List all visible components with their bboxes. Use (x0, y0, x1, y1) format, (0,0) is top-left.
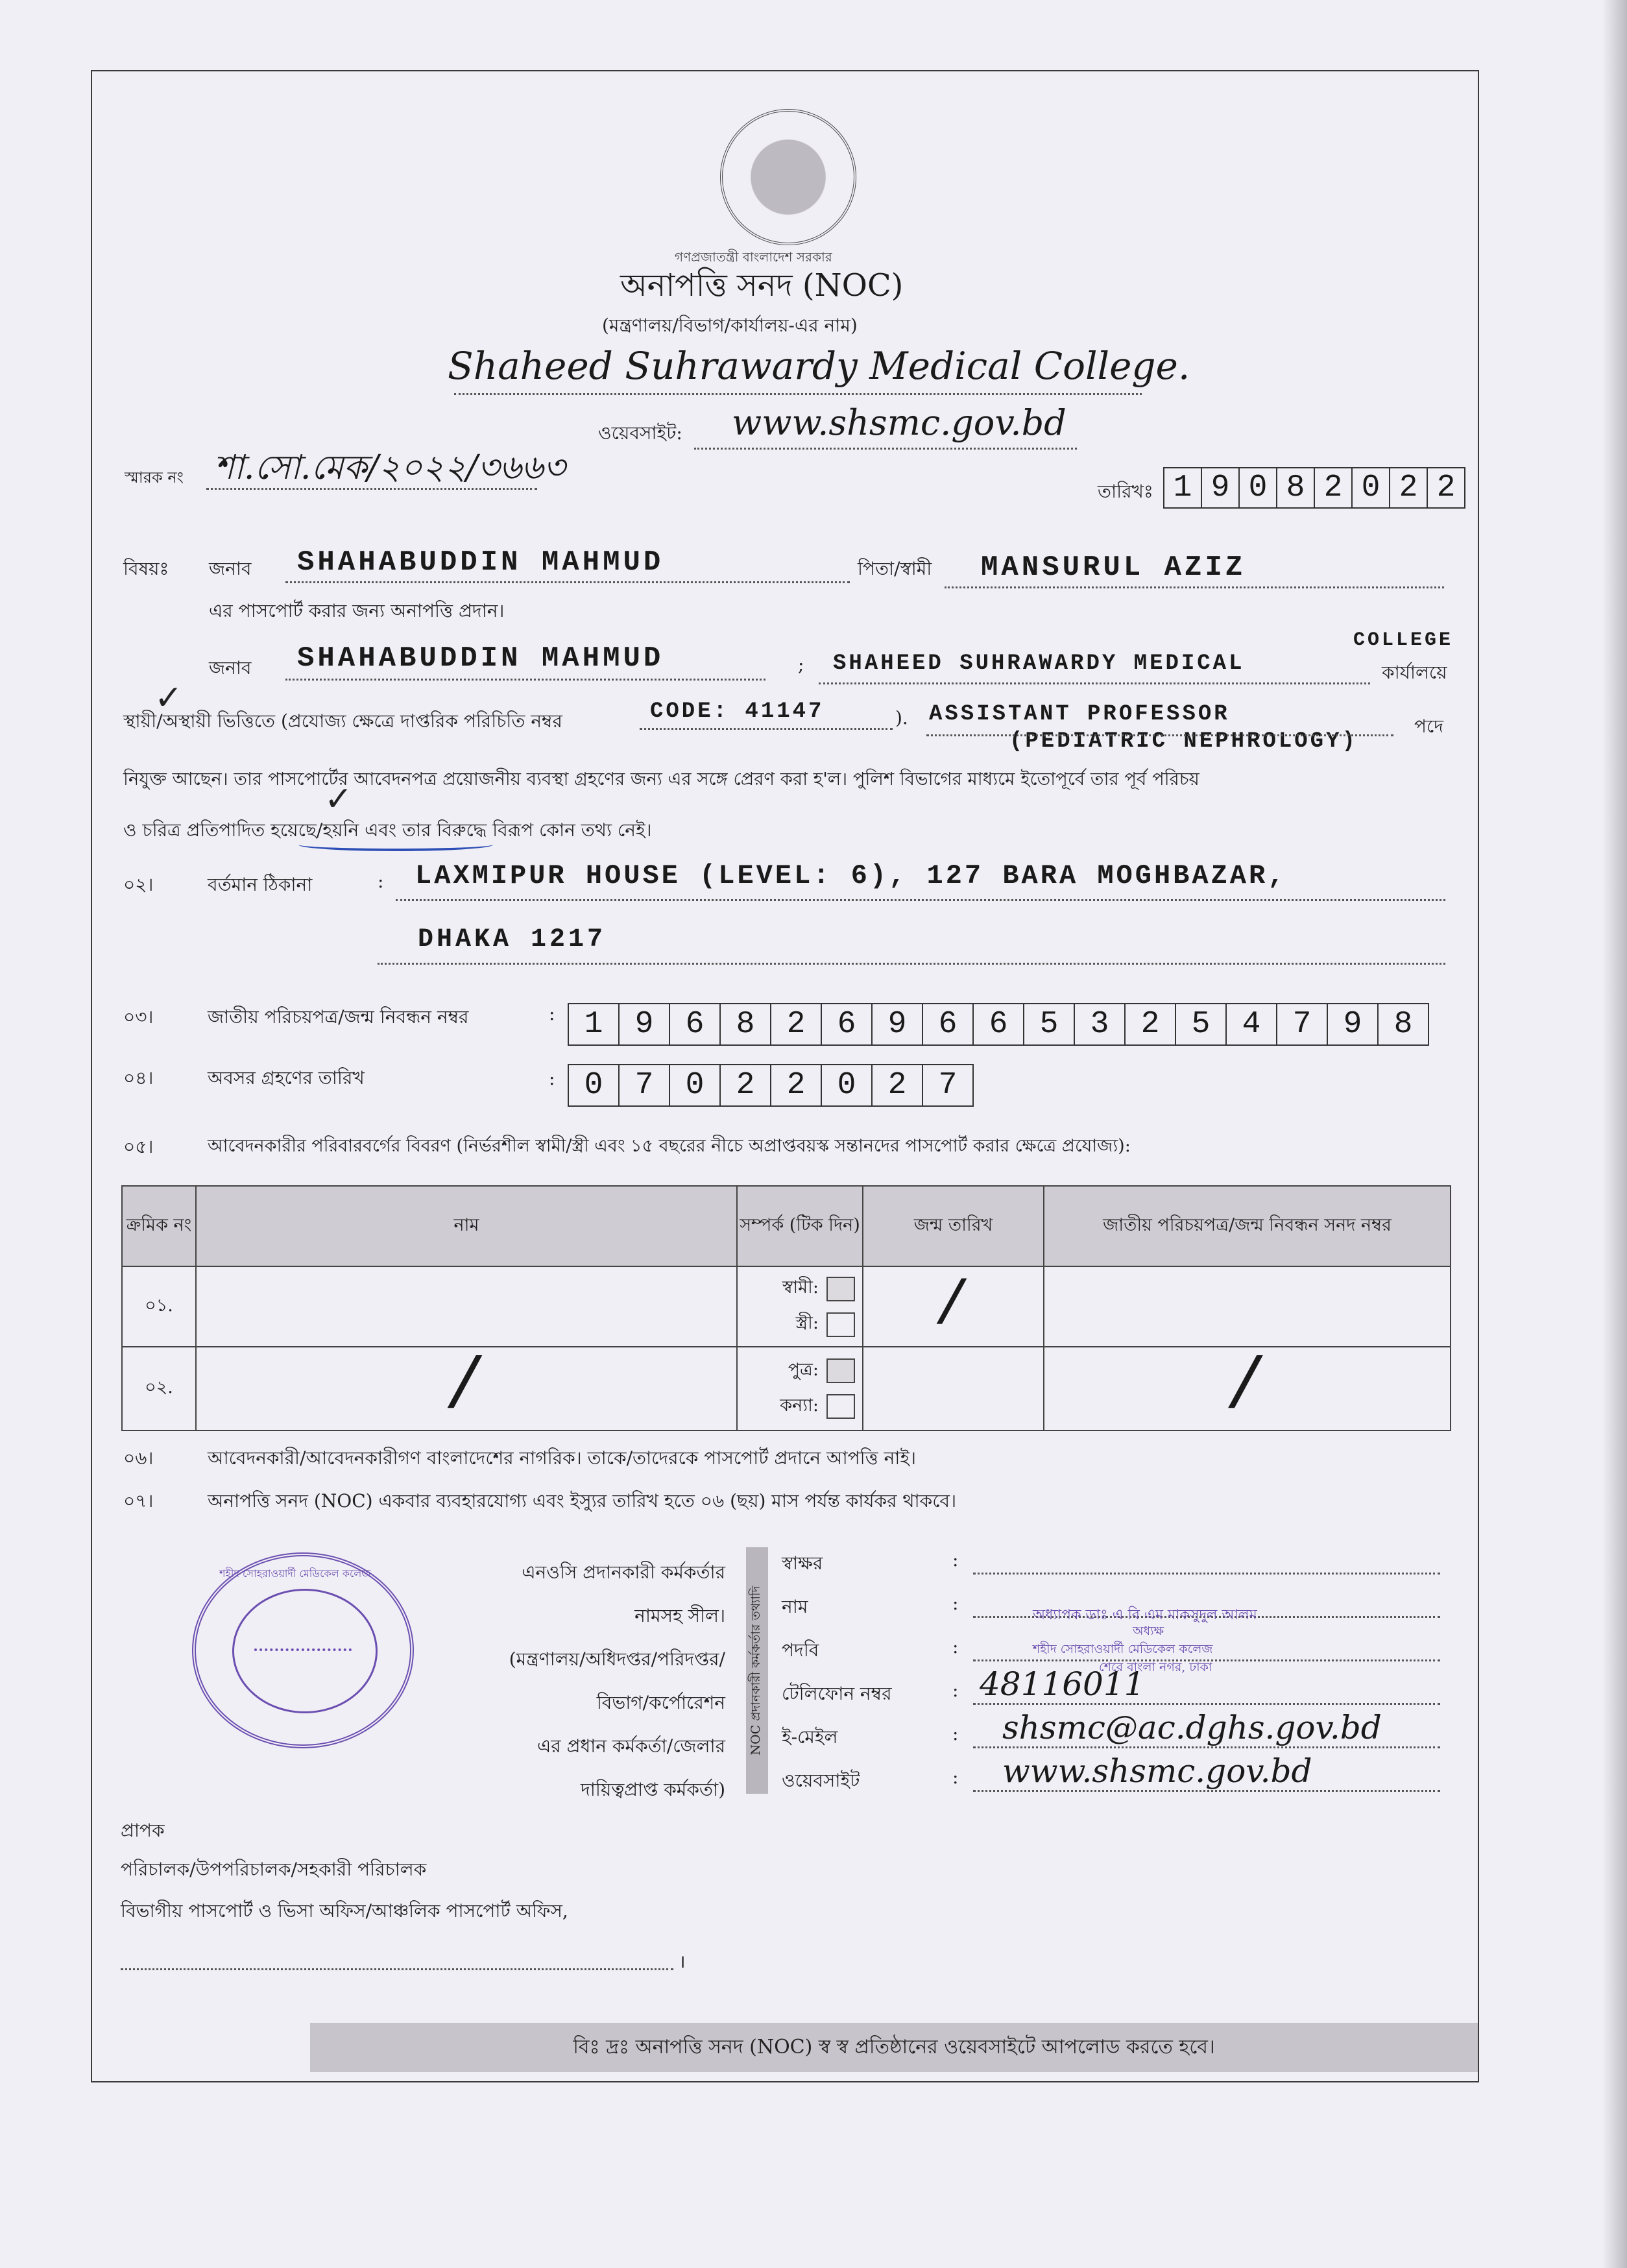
relation-daughter-label: কন্যা: (780, 1395, 819, 1416)
digit-box: 2 (771, 1004, 822, 1044)
digit-box: 9 (620, 1004, 670, 1044)
digit-box: 0 (1240, 468, 1277, 507)
family-table-header (122, 1186, 1451, 1266)
row-birth-date-cell (863, 1347, 1044, 1430)
item-05-number: ০৫। (123, 1136, 154, 1157)
signatory-field-label: নাম (782, 1596, 808, 1617)
header-name: নাম (196, 1186, 737, 1266)
recipient-dots (121, 1968, 673, 1970)
digit-box: 0 (670, 1065, 721, 1105)
nid-boxes (568, 1003, 1429, 1046)
digit-box: 0 (569, 1065, 620, 1105)
office-stamp-text: শহীদ সোহরাওয়ার্দী মেডিকেল কলেজ (219, 1567, 371, 1580)
memo-label: স্মারক নং (125, 468, 184, 487)
item-06-number: ০৬। (123, 1447, 154, 1469)
subject-label: বিষয়ঃ (123, 558, 169, 579)
signatory-field-colon: : (952, 1723, 959, 1744)
website-dots (694, 448, 1077, 450)
signatory-field-dots (973, 1703, 1440, 1705)
signatory-field-dots (973, 1790, 1440, 1792)
footer-note: বিঃ দ্রঃ অনাপত্তি সনদ (NOC) স্ব স্ব প্রতিষ্ঠানের ওয়েবসাইটে আপলোড করতে হবে। (573, 2035, 1215, 2058)
tick-mark-icon: ✓ (154, 679, 183, 718)
item-03-number: ০৩। (123, 1006, 154, 1028)
digit-box: 4 (1227, 1004, 1277, 1044)
retirement-date-boxes (568, 1064, 974, 1107)
body-line2-suffix: পদে (1414, 716, 1443, 737)
nid-label: জাতীয় পরিচয়পত্র/জন্ম নিবন্ধন নম্বর (208, 1006, 469, 1028)
footer-note-bar (310, 2023, 1478, 2072)
item-06-text: আবেদনকারী/আবেদনকারীগণ বাংলাদেশের নাগরিক। তাকে/তাদেরকে পাসপোর্ট প্রদানে আপত্তি নাই। (208, 1447, 917, 1469)
address-line1-dots (396, 899, 1445, 901)
address-label: বর্তমান ঠিকানা (208, 874, 313, 895)
wife-checkbox[interactable] (826, 1312, 855, 1337)
row-relation-cell (737, 1347, 863, 1430)
page-subtitle: (মন্ত্রণালয়/বিভাগ/কার্যালয়-এর নাম) (602, 315, 858, 336)
row-birth-date-cell (863, 1266, 1044, 1347)
digit-box: 6 (923, 1004, 974, 1044)
signatory-field-colon: : (952, 1549, 959, 1571)
item-07-text: অনাপত্তি সনদ (NOC) একবার ব্যবহারযোগ্য এবং ইস্যুর তারিখ হতে ০৬ (ছয়) মাস পর্যন্ত কার্যকর থাকবে। (208, 1490, 957, 1512)
body-janab: জনাব (209, 657, 252, 679)
recipient-line1: পরিচালক/উপপরিচালক/সহকারী পরিচালক (121, 1859, 427, 1880)
signatory-field-value: www.shsmc.gov.bd (1002, 1752, 1312, 1790)
row-serial: ০২. (122, 1347, 196, 1430)
digit-box: 7 (1277, 1004, 1328, 1044)
principal-stamp-line: শেরে বাংলা নগর, ঢাকা (1099, 1660, 1212, 1674)
signatory-description-line: (মন্ত্রণালয়/অধিদপ্তর/পরিদপ্তর/ (509, 1648, 725, 1670)
digit-box: 9 (1328, 1004, 1379, 1044)
noc-officer-vertical-bar (746, 1547, 768, 1794)
signatory-field-label: ওয়েবসাইট (782, 1770, 860, 1791)
signatory-field-value: 48116011 (980, 1665, 1145, 1703)
date-boxes (1163, 467, 1465, 509)
dash-mark: / (1223, 1348, 1270, 1429)
principal-stamp-line: শহীদ সোহরাওয়ার্দী মেডিকেল কলেজ (1033, 1642, 1213, 1656)
recipient-line2: বিভাগীয় পাসপোর্ট ও ভিসা অফিস/আঞ্চলিক পাসপোর্ট অফিস, (121, 1900, 568, 1922)
relation-husband-label: স্বামী: (782, 1277, 819, 1297)
principal-stamp-line: অধ্যক্ষ (1133, 1624, 1164, 1638)
signatory-field-colon: : (952, 1593, 959, 1614)
signatory-field-dots (973, 1573, 1440, 1574)
digit-box: 2 (1315, 468, 1353, 507)
row-serial: ০১. (122, 1266, 196, 1347)
signatory-field-colon: : (952, 1767, 959, 1788)
son-checkbox[interactable] (826, 1358, 855, 1383)
digit-box: 5 (1176, 1004, 1227, 1044)
retirement-label: অবসর গ্রহণের তারিখ (208, 1067, 365, 1089)
row-relation-cell (737, 1266, 863, 1347)
digit-box: 0 (822, 1065, 873, 1105)
office-stamp-icon (192, 1552, 414, 1748)
family-label: আবেদনকারীর পরিবারবর্গের বিবরণ (নির্ভরশীল স্বামী/স্ত্রী এবং ১৫ বছরের নীচে অপ্রাপ্তবয়স্ক সন্তানদের পাসপোর্ট করার ক্ষেত্রে প্রযোজ্য): (208, 1136, 1131, 1156)
retirement-colon: : (549, 1068, 555, 1089)
page-title: অনাপত্তি সনদ (NOC) (620, 267, 904, 304)
table-row (122, 1347, 1451, 1430)
digit-box: 6 (670, 1004, 721, 1044)
address-line1: LAXMIPUR HOUSE (LEVEL: 6), 127 BARA MOGHBAZAR, (415, 860, 1287, 891)
designation-detail: (PEDIATRIC NEPHROLOGY) (1009, 729, 1358, 754)
item-07-number: ০৭। (123, 1490, 154, 1512)
digit-box: 2 (721, 1065, 771, 1105)
header-birth-date: জন্ম তারিখ (863, 1186, 1044, 1266)
digit-box: 9 (873, 1004, 923, 1044)
recipient-label: প্রাপক (121, 1820, 165, 1841)
signatory-description-line: এর প্রধান কর্মকর্তা/জেলার (536, 1735, 725, 1757)
noc-officer-vertical-label: NOC প্রদানকারী কর্মকর্তার তথ্যাদি (749, 1586, 763, 1755)
digit-box: 1 (569, 1004, 620, 1044)
subject-line2: এর পাসপোর্ট করার জন্য অনাপত্তি প্রদান। (209, 600, 505, 621)
father-label: পিতা/স্বামী (858, 558, 932, 579)
body-semicolon: ; (798, 654, 804, 675)
address-line2-dots (378, 963, 1445, 965)
office-code: CODE: 41147 (650, 699, 825, 724)
header-relation: সম্পর্ক (টিক দিন) (737, 1186, 863, 1266)
body-office: SHAHEED SUHRAWARDY MEDICAL (833, 651, 1245, 676)
address-line2: DHAKA 1217 (418, 925, 607, 954)
dash-mark: / (933, 1271, 974, 1342)
digit-box: 9 (1202, 468, 1240, 507)
table-row (122, 1266, 1451, 1347)
body-line4: ও চরিত্র প্রতিপাদিত হয়েছে/হয়নি এবং তার বিরুদ্ধে বিরূপ কোন তথ্য নেই। (123, 819, 652, 841)
row-name-cell (196, 1266, 737, 1347)
digit-box: 0 (1353, 468, 1390, 507)
digit-box: 3 (1075, 1004, 1126, 1044)
family-table (121, 1185, 1451, 1431)
subject-name-dots (285, 581, 850, 583)
relation-wife-label: স্ত্রী: (795, 1313, 819, 1333)
tick-mark-icon: ✓ (324, 780, 353, 819)
website-label: ওয়েবসাইট: (598, 422, 682, 444)
subject-janab: জনাব (209, 558, 252, 579)
memo-dots (206, 488, 537, 490)
father-dots (945, 586, 1444, 588)
signatory-field-label: ই-মেইল (782, 1726, 838, 1748)
signatory-field-label: টেলিফোন নম্বর (782, 1683, 892, 1704)
digit-box: 5 (1024, 1004, 1075, 1044)
dash-mark: / (443, 1348, 490, 1429)
blue-underline-mark (298, 838, 493, 851)
website-value: www.shsmc.gov.bd (732, 402, 1067, 443)
digit-box: 6 (974, 1004, 1024, 1044)
item-02-number: ০২। (123, 874, 154, 895)
digit-box: 2 (1390, 468, 1428, 507)
digit-box: 6 (822, 1004, 873, 1044)
memo-number: শা.সো.মেক/২০২২/৩৬৬৩ (214, 448, 566, 487)
signatory-field-colon: : (952, 1680, 959, 1701)
husband-checkbox[interactable] (826, 1277, 855, 1301)
code-dots (640, 728, 893, 730)
body-name-dots (285, 679, 765, 681)
signatory-description-line: এনওসি প্রদানকারী কর্মকর্তার (522, 1562, 725, 1583)
signatory-field-dots (973, 1746, 1440, 1748)
digit-box: 8 (1393, 1007, 1413, 1042)
signatory-description-line: নামসহ সীল। (634, 1605, 725, 1626)
signatory-field-value: shsmc@ac.dghs.gov.bd (1002, 1709, 1382, 1746)
digit-box: 8 (1277, 468, 1315, 507)
relation-son-label: পুত্র: (788, 1359, 819, 1380)
nid-colon: : (549, 1003, 555, 1024)
row-nid-cell (1044, 1347, 1451, 1430)
signatory-description-line: দায়িত্বপ্রাপ্ত কর্মকর্তা) (581, 1779, 725, 1800)
principal-stamp-line: অধ্যাপক ডাঃ এ বি এম মাকসুদুল আলম (1033, 1607, 1257, 1623)
digit-box: 7 (938, 1068, 958, 1103)
item-04-number: ০৪। (123, 1067, 154, 1089)
digit-box: 7 (620, 1065, 670, 1105)
row-name-cell (196, 1347, 737, 1430)
digit-box: 1 (1164, 468, 1202, 507)
designation-dots (926, 734, 1393, 736)
body-line2-mid: ). (895, 707, 908, 729)
recipient-line3-end: । (679, 1951, 686, 1972)
signatory-description-line: বিভাগ/কর্পোরেশন (596, 1692, 725, 1713)
body-line2-prefix: স্থায়ী/অস্থায়ী ভিত্তিতে (প্রযোজ্য ক্ষেত্রে দাপ্তরিক পরিচিতি নম্বর (123, 710, 562, 732)
institution-dots (454, 393, 1142, 395)
row-nid-cell (1044, 1266, 1451, 1347)
body-office-continued: COLLEGE (1353, 629, 1454, 651)
signatory-field-label: পদবি (782, 1639, 819, 1661)
seal-caption: গণপ্রজাতন্ত্রী বাংলাদেশ সরকার (675, 249, 832, 265)
date-label: তারিখঃ (1098, 481, 1153, 502)
body-name: SHAHABUDDIN MAHMUD (297, 642, 664, 675)
signatory-field-label: স্বাক্ষর (782, 1552, 823, 1574)
digit-box: 2 (771, 1065, 822, 1105)
digit-box: 8 (721, 1004, 771, 1044)
institution-name: Shaheed Suhrawardy Medical College. (448, 344, 1190, 388)
header-serial: ক্রমিক নং (122, 1186, 196, 1266)
government-seal-icon (720, 109, 856, 245)
header-nid: জাতীয় পরিচয়পত্র/জন্ম নিবন্ধন সনদ নম্বর (1044, 1186, 1451, 1266)
digit-box: 2 (1126, 1004, 1176, 1044)
digit-box: 2 (873, 1065, 923, 1105)
body-line3: নিযুক্ত আছেন। তার পাসপোর্টের আবেদনপত্র প্রয়োজনীয় ব্যবস্থা গ্রহণের জন্য এর সঙ্গে প্রেরণ করা হ'ল। পুলিশ বিভাগের মাধ্যমে ইতোপূর্বে তার পূর্ব পরিচয় (123, 769, 1199, 790)
body-office-dots (819, 682, 1370, 684)
page-edge-shadow (1602, 0, 1627, 2268)
designation: ASSISTANT PROFESSOR (929, 702, 1230, 727)
address-colon: : (378, 871, 384, 892)
father-name: MANSURUL AZIZ (981, 551, 1246, 584)
digit-box: 2 (1436, 470, 1456, 505)
signatory-field-colon: : (952, 1636, 959, 1658)
daughter-checkbox[interactable] (826, 1394, 855, 1419)
subject-name: SHAHABUDDIN MAHMUD (297, 546, 664, 579)
body-office-suffix: কার্যালয়ে (1382, 662, 1447, 683)
